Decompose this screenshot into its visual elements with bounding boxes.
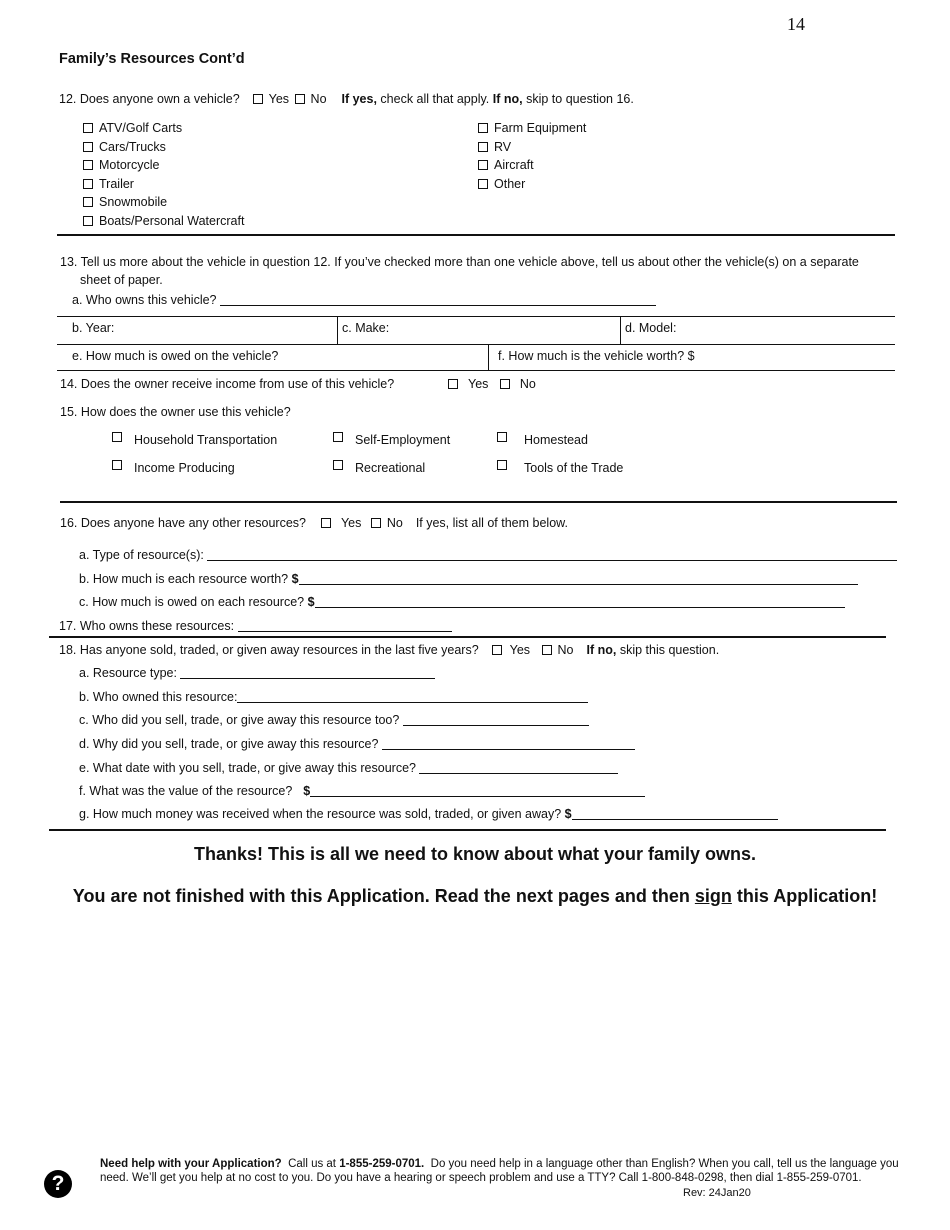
page-number: 14 bbox=[787, 14, 805, 34]
use-checkbox[interactable] bbox=[333, 432, 343, 442]
closing-thanks: Thanks! This is all we need to know about what your family owns. bbox=[193, 844, 757, 864]
q18d-field[interactable] bbox=[382, 737, 635, 750]
vehicle-option-boats[interactable]: Boats/Personal Watercraft bbox=[83, 212, 244, 231]
vehicle-checkbox[interactable] bbox=[83, 216, 93, 226]
use-option-household[interactable]: Household Transportation bbox=[112, 432, 277, 447]
q16c-label: c. How much is owed on each resource? bbox=[79, 595, 305, 609]
q16b-label: b. How much is each resource worth? bbox=[79, 572, 289, 586]
q16a-label: a. Type of resource(s): bbox=[79, 548, 204, 562]
q18c-field[interactable] bbox=[403, 713, 589, 726]
q12-if-yes: If yes, bbox=[341, 92, 377, 106]
vehicle-checkbox[interactable] bbox=[478, 179, 488, 189]
use-option-self-employment[interactable]: Self-Employment bbox=[333, 432, 450, 447]
q13-owner-field[interactable] bbox=[220, 293, 656, 306]
q13-make-field[interactable]: c. Make: bbox=[342, 321, 390, 335]
q14-no-label: No bbox=[519, 377, 536, 391]
q18b-row bbox=[79, 690, 588, 704]
use-checkbox[interactable] bbox=[112, 432, 122, 442]
q12-yes-checkbox[interactable] bbox=[253, 94, 263, 104]
vehicle-checkbox[interactable] bbox=[478, 142, 488, 152]
q16c-dollar: $ bbox=[307, 595, 315, 609]
q18f-field[interactable] bbox=[310, 784, 645, 797]
q18a-row bbox=[79, 666, 435, 680]
q18c-label: c. Who did you sell, trade, or give away this resource too? bbox=[79, 713, 400, 727]
q17-field[interactable] bbox=[238, 619, 452, 632]
q12-label: 12. Does anyone own a vehicle? bbox=[59, 92, 240, 106]
use-checkbox[interactable] bbox=[497, 432, 507, 442]
q18-no-label: No bbox=[557, 643, 574, 657]
divider bbox=[57, 344, 895, 345]
q17-label: 17. Who owns these resources: bbox=[59, 619, 235, 633]
vehicle-option-cars[interactable]: Cars/Trucks bbox=[83, 138, 244, 157]
divider bbox=[49, 636, 886, 638]
q18-yes-checkbox[interactable] bbox=[492, 645, 502, 655]
q14-label: 14. Does the owner receive income from use of this vehicle? bbox=[60, 377, 395, 391]
vehicle-option-rv[interactable]: RV bbox=[478, 138, 586, 157]
q18-if-no-text: skip this question. bbox=[619, 643, 720, 657]
q16a-row bbox=[79, 548, 897, 562]
q13-owed-field[interactable]: e. How much is owed on the vehicle? bbox=[72, 349, 279, 363]
q12-no-checkbox[interactable] bbox=[295, 94, 305, 104]
q14-yes-checkbox[interactable] bbox=[448, 379, 458, 389]
q13-year-field[interactable]: b. Year: bbox=[72, 321, 115, 335]
closing-reminder: You are not finished with this Application. Read the next pages and then sign this Application! bbox=[72, 886, 878, 906]
q16a-field[interactable] bbox=[207, 548, 897, 561]
divider bbox=[57, 370, 895, 371]
q16-no-label: No bbox=[386, 516, 403, 530]
vehicle-option-atv[interactable]: ATV/Golf Carts bbox=[83, 119, 244, 138]
q16-yes-checkbox[interactable] bbox=[321, 518, 331, 528]
q16b-field[interactable] bbox=[299, 572, 858, 585]
q16-no-checkbox[interactable] bbox=[371, 518, 381, 528]
section-title: Family’s Resources Cont’d bbox=[59, 51, 245, 67]
q12-no-label: No bbox=[310, 92, 327, 106]
q18e-row bbox=[79, 761, 618, 775]
vehicle-option-other[interactable]: Other bbox=[478, 175, 586, 194]
vehicle-option-motorcycle[interactable]: Motorcycle bbox=[83, 156, 244, 175]
cell-divider bbox=[488, 344, 489, 371]
q16-tail: If yes, list all of them below. bbox=[415, 516, 568, 530]
q16-row bbox=[60, 516, 568, 530]
q13-line2: sheet of paper. bbox=[80, 273, 163, 287]
footer-phone: 1-855-259-0701. bbox=[339, 1158, 425, 1170]
q18-no-checkbox[interactable] bbox=[542, 645, 552, 655]
vehicle-checkbox[interactable] bbox=[478, 123, 488, 133]
q18e-field[interactable] bbox=[419, 761, 618, 774]
q16-yes-label: Yes bbox=[340, 516, 362, 530]
q13-worth-field[interactable]: f. How much is the vehicle worth? $ bbox=[498, 349, 695, 363]
q18b-label: b. Who owned this resource: bbox=[79, 690, 238, 704]
use-checkbox[interactable] bbox=[497, 460, 507, 470]
q18d-row bbox=[79, 737, 635, 751]
footer-details: Do you need help in a language other than English? When you call, tell us the language you need. We’ll get you help at no cost to you. Do you have a hearing or speech problem and use a TTY? Call 1-800-848-0298, then dial 1-855-259-0701. bbox=[100, 1158, 899, 1184]
q14-no-checkbox[interactable] bbox=[500, 379, 510, 389]
q16-label: 16. Does anyone have any other resources? bbox=[60, 516, 306, 530]
q18e-label: e. What date with you sell, trade, or give away this resource? bbox=[79, 761, 416, 775]
q18d-label: d. Why did you sell, trade, or give away this resource? bbox=[79, 737, 379, 751]
vehicle-checkbox[interactable] bbox=[83, 142, 93, 152]
q18a-field[interactable] bbox=[180, 666, 435, 679]
q18-label: 18. Has anyone sold, traded, or given away resources in the last five years? bbox=[59, 643, 479, 657]
q18g-row bbox=[79, 807, 778, 821]
q12-if-no-text: skip to question 16. bbox=[526, 92, 634, 106]
cell-divider bbox=[337, 316, 338, 344]
q18g-label: g. How much money was received when the resource was sold, traded, or given away? bbox=[79, 807, 562, 821]
use-option-homestead[interactable]: Homestead bbox=[497, 432, 588, 447]
q16b-row bbox=[79, 572, 858, 586]
vehicle-checkbox[interactable] bbox=[83, 179, 93, 189]
cell-divider bbox=[620, 316, 621, 344]
q18g-field[interactable] bbox=[572, 807, 778, 820]
sign-emphasis: sign bbox=[694, 886, 732, 906]
q16c-row bbox=[79, 595, 845, 609]
use-option-tools-of-trade[interactable]: Tools of the Trade bbox=[497, 460, 623, 475]
divider bbox=[57, 316, 895, 317]
q13-owner-label: a. Who owns this vehicle? bbox=[72, 293, 217, 307]
vehicle-option-aircraft[interactable]: Aircraft bbox=[478, 156, 586, 175]
q12-row bbox=[59, 92, 634, 106]
q12-right-options bbox=[478, 119, 586, 193]
q18g-dollar: $ bbox=[564, 807, 572, 821]
q13-owner-row bbox=[72, 293, 656, 307]
q17-row bbox=[59, 619, 452, 633]
footer-help-text: Need help with your Application? Call us at 1-855-259-0701. Do you need help in a language other than English? When you call, tell us the language you need. We’ll get you help at no cost to you. Do you have a hearing or speech problem and use a TTY? Call 1-800-848-0298, then dial 1-855-259-0701. bbox=[100, 1158, 899, 1184]
vehicle-checkbox[interactable] bbox=[83, 197, 93, 207]
q18f-row bbox=[79, 784, 645, 798]
q18a-label: a. Resource type: bbox=[79, 666, 177, 680]
use-checkbox[interactable] bbox=[333, 460, 343, 470]
use-option-recreational[interactable]: Recreational bbox=[333, 460, 425, 475]
q12-yes-label: Yes bbox=[268, 92, 290, 106]
vehicle-option-snowmobile[interactable]: Snowmobile bbox=[83, 193, 244, 212]
q18c-row bbox=[79, 713, 589, 727]
vehicle-option-trailer[interactable]: Trailer bbox=[83, 175, 244, 194]
vehicle-checkbox[interactable] bbox=[478, 160, 488, 170]
q16b-dollar: $ bbox=[291, 572, 299, 586]
footer-help-heading: Need help with your Application? bbox=[100, 1158, 282, 1170]
use-option-income-producing[interactable]: Income Producing bbox=[112, 460, 235, 475]
vehicle-checkbox[interactable] bbox=[83, 123, 93, 133]
divider bbox=[60, 501, 897, 503]
use-checkbox[interactable] bbox=[112, 460, 122, 470]
q18b-field[interactable] bbox=[237, 690, 588, 703]
q14-yes-label: Yes bbox=[468, 377, 489, 391]
q12-if-no: If no, bbox=[492, 92, 523, 106]
q18f-label: f. What was the value of the resource? bbox=[79, 784, 293, 798]
q15-label: 15. How does the owner use this vehicle? bbox=[60, 405, 291, 419]
q13-model-field[interactable]: d. Model: bbox=[625, 321, 677, 335]
vehicle-checkbox[interactable] bbox=[83, 160, 93, 170]
q18-yes-label: Yes bbox=[509, 643, 531, 657]
q13-line1: 13. Tell us more about the vehicle in question 12. If you’ve checked more than one vehicle above, tell us about other the vehicle(s) on a separate bbox=[60, 255, 859, 269]
q18f-dollar: $ bbox=[303, 784, 311, 798]
q14-options bbox=[448, 377, 536, 391]
q12-left-options bbox=[83, 119, 244, 230]
q18-row bbox=[59, 643, 719, 657]
divider bbox=[49, 829, 886, 831]
revision-date: Rev: 24Jan20 bbox=[683, 1187, 751, 1199]
q16c-field[interactable] bbox=[315, 595, 845, 608]
q18-if-no: If no, bbox=[586, 643, 617, 657]
vehicle-option-farm[interactable]: Farm Equipment bbox=[478, 119, 586, 138]
q12-if-yes-text: check all that apply. bbox=[380, 92, 490, 106]
help-icon: ? bbox=[44, 1170, 72, 1198]
divider bbox=[57, 234, 895, 236]
